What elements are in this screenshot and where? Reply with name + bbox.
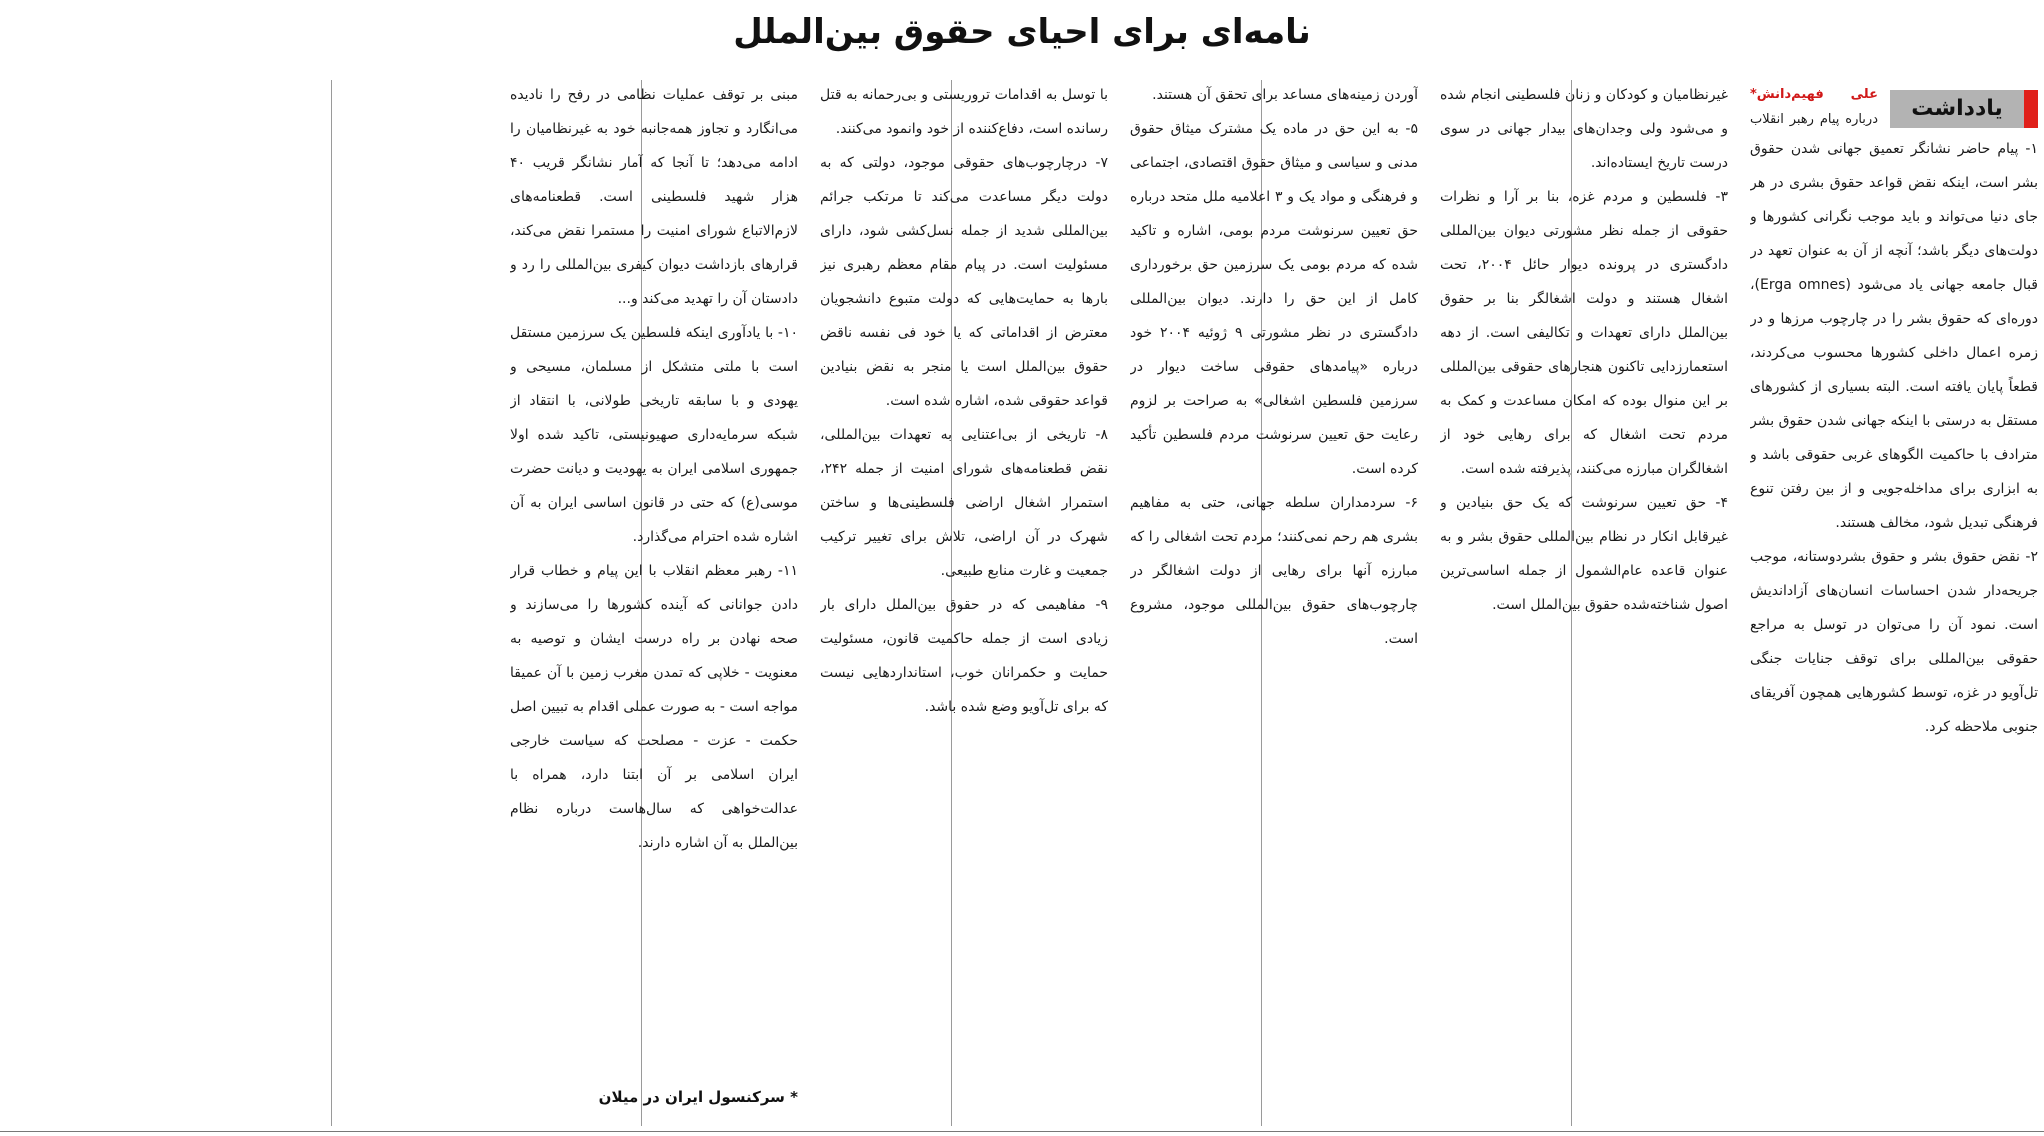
- column-1-para-2: ۲- نقض حقوق بشر و حقوق بشردوستانه، موجب جریحه‌دار شدن احساسات انسان‌های آزاداندیش است. نمود آن را می‌توان در توسل به مراجع حقوقی بین‌المللی برای توقف جنایات جنگی تل‌آویو در غزه، توسط کشورهایی همچون آفریقای جنوبی ملاحظه کرد.: [1750, 549, 2038, 735]
- column-rule: [331, 80, 332, 1126]
- column-1-para-1: ۱- پیام حاضر نشانگر تعمیق جهانی شدن حقوق بشر است، اینکه نقض قواعد حقوق بشری در هر جای دنیا می‌تواند و باید موجب نگرانی کشورها و دولت‌های دیگر باشد؛ آنچه از آن به عنوان تعهد در قبال جامعه جهانی یاد می‌شود (Erga omnes)، دوره‌ای که حقوق بشر را در چارچوب مرزها و در زمره اعمال داخلی کشورها محسوب می‌کردند، قطعاً پایان یافته است. البته بسیاری از کشورهای مستقل به درستی با اینکه جهانی شدن حقوق بشر مترادف با حاکمیت الگوهای غربی حقوقی باشد و به ابزاری برای مداخله‌جویی و از بین رفتن تنوع فرهنگی تبدیل شود، مخالف هستند.: [1750, 141, 2038, 531]
- text-column-5: [510, 78, 798, 1078]
- column-2-para-3: ۴- حق تعیین سرنوشت که یک حق بنیادین و غیرقابل انکار در نظام بین‌المللی حقوق بشر و به عنوان قاعده عام‌الشمول از جمله اساسی‌ترین اصول شناخته‌شده حقوق بین‌الملل است.: [1440, 495, 1728, 613]
- column-2-para-1: غیرنظامیان و کودکان و زنان فلسطینی انجام شده و می‌شود ولی وجدان‌های بیدار جهانی در سوی درست تاریخ ایستاده‌اند.: [1440, 87, 1728, 171]
- column-5-para-3: ۱۱- رهبر معظم انقلاب با این پیام و خطاب قرار دادن جوانانی که آینده کشورها را می‌سازند و صحه نهادن بر راه درست ایشان و توصیه به معنویت - خلاپی که تمدن مغرب زمین با آن عمیقا مواجه است - به صورت عملی اقدام به تبیین اصل حکمت - عزت - مصلحت که سیاست خارجی ایران اسلامی بر آن ابتنا دارد، همراه با عدالت‌خواهی که سال‌هاست درباره نظام بین‌الملل به آن اشاره دارند.: [510, 563, 798, 851]
- intro-text: درباره پیام رهبر انقلاب: [1750, 112, 1878, 127]
- text-column-4: [820, 78, 1108, 1128]
- text-column-1: [1750, 132, 2038, 1122]
- column-5-para-2: ۱۰- با یادآوری اینکه فلسطین یک سرزمین مستقل است با ملتی متشکل از مسلمان، مسیحی و یهودی و با سابقه تاریخی طولانی، با انتقاد از شبکه سرمایه‌داری صهیونیستی، تاکید شده اولا جمهوری اسلامی ایران به یهودیت و دیانت حضرت موسی(ع) که حتی در قانون اساسی ایران به آن اشاره شده احترام می‌گذارد.: [510, 325, 798, 545]
- byline-intro-text: [1750, 82, 1878, 132]
- column-4-para-3: ۸- تاریخی از بی‌اعتنایی به تعهدات بین‌المللی، نقض قطعنامه‌های شورای امنیت از جمله ۲۴۲، استمرار اشغال اراضی فلسطینی‌ها و ساختن شهرک در آن اراضی، تلاش برای تغییر ترکیب جمعیت و غارت منابع طبیعی.: [820, 427, 1108, 579]
- bottom-rule: [0, 1131, 2044, 1132]
- column-3-para-2: ۵- به این حق در ماده یک مشترک میثاق حقوق مدنی و سیاسی و میثاق حقوق اقتصادی، اجتماعی و فرهنگی و مواد یک و ۳ اعلامیه ملل متحد درباره حق تعیین سرنوشت مردم بومی، اشاره و تاکید شده که مردم بومی یک سرزمین حق برخورداری کامل از این حق را دارند. دیوان بین‌المللی دادگستری در نظر مشورتی ۹ ژوئیه ۲۰۰۴ خود درباره «پیامدهای حقوقی ساخت دیوار در سرزمین فلسطین اشغالی» به صراحت بر لزوم رعایت حق تعیین سرنوشت مردم فلسطین تأکید کرده است.: [1130, 121, 1418, 477]
- byline-intro: [1750, 82, 2038, 132]
- section-label-text: یادداشت: [1911, 96, 2003, 121]
- column-5-para-1: مبنی بر توقف عملیات نظامی در رفح را نادیده می‌انگارد و تجاوز همه‌جانبه خود به غیرنظامیان را ادامه می‌دهد؛ تا آنجا که آمار نشانگر قریب ۴۰ هزار شهید فلسطینی است. قطعنامه‌های لازم‌الاتباع شورای امنیت را مستمرا نقض می‌کند، قرارهای بازداشت دیوان کیفری بین‌المللی را رد و دادستان آن را تهدید می‌کند و...: [510, 87, 798, 307]
- author-name: علی فهیم‌دانش*: [1750, 87, 1878, 102]
- text-column-2: [1440, 78, 1728, 1128]
- column-2-para-2: ۳- فلسطین و مردم غزه، بنا بر آرا و نظرات حقوقی از جمله نظر مشورتی دیوان بین‌المللی دادگستری در پرونده دیوار حائل ۲۰۰۴، تحت اشغال هستند و دولت اشغالگر بنا بر حقوق بین‌الملل دارای تعهدات و تکالیفی است. از دهه استعمارزدایی تاکنون هنجارهای حقوقی بین‌المللی بر این منوال بوده که امکان مساعدت و کمک به مردم تحت اشغال که برای رهایی خود از اشغالگران مبارزه می‌کنند، پذیرفته شده است.: [1440, 189, 1728, 477]
- article-headline: نامه‌ای برای احیای حقوق بین‌الملل: [733, 12, 1311, 52]
- column-3-para-3: ۶- سردمداران سلطه جهانی، حتی به مفاهیم بشری هم رحم نمی‌کنند؛ مردم تحت اشغالی را که مبارزه آنها برای رهایی از دولت اشغالگر در چارچوب‌های حقوق بین‌المللی موجود، مشروع است.: [1130, 495, 1418, 647]
- column-4-para-4: ۹- مفاهیمی که در حقوق بین‌الملل دارای بار زیادی است از جمله حاکمیت قانون، مسئولیت حمایت و حکمرانان خوب، استانداردهایی نیست که برای تل‌آویو وضع شده باشد.: [820, 597, 1108, 715]
- column-4-para-1: با توسل به اقدامات تروریستی و بی‌رحمانه به قتل رسانده است، دفاع‌کننده از خود وانمود می‌کنند.: [820, 87, 1108, 137]
- column-4-para-2: ۷- درچارچوب‌های حقوقی موجود، دولتی که به دولت دیگر مساعدت می‌کند تا مرتکب جرائم بین‌المللی شدید از جمله نسل‌کشی شود، دارای مسئولیت است. در پیام مقام معظم رهبری نیز بارها به حمایت‌هایی که دولت متبوع دانشجویان معترض از اقداماتی که یا خود فی نفسه ناقض حقوق بین‌الملل است یا منجر به نقض بنیادین قواعد حقوقی شده، اشاره شده است.: [820, 155, 1108, 409]
- column-3-para-1: آوردن زمینه‌های مساعد برای تحقق آن هستند.: [1152, 87, 1418, 103]
- author-affiliation: * سرکنسول ایران در میلان: [598, 1088, 798, 1106]
- text-column-3: [1130, 78, 1418, 1128]
